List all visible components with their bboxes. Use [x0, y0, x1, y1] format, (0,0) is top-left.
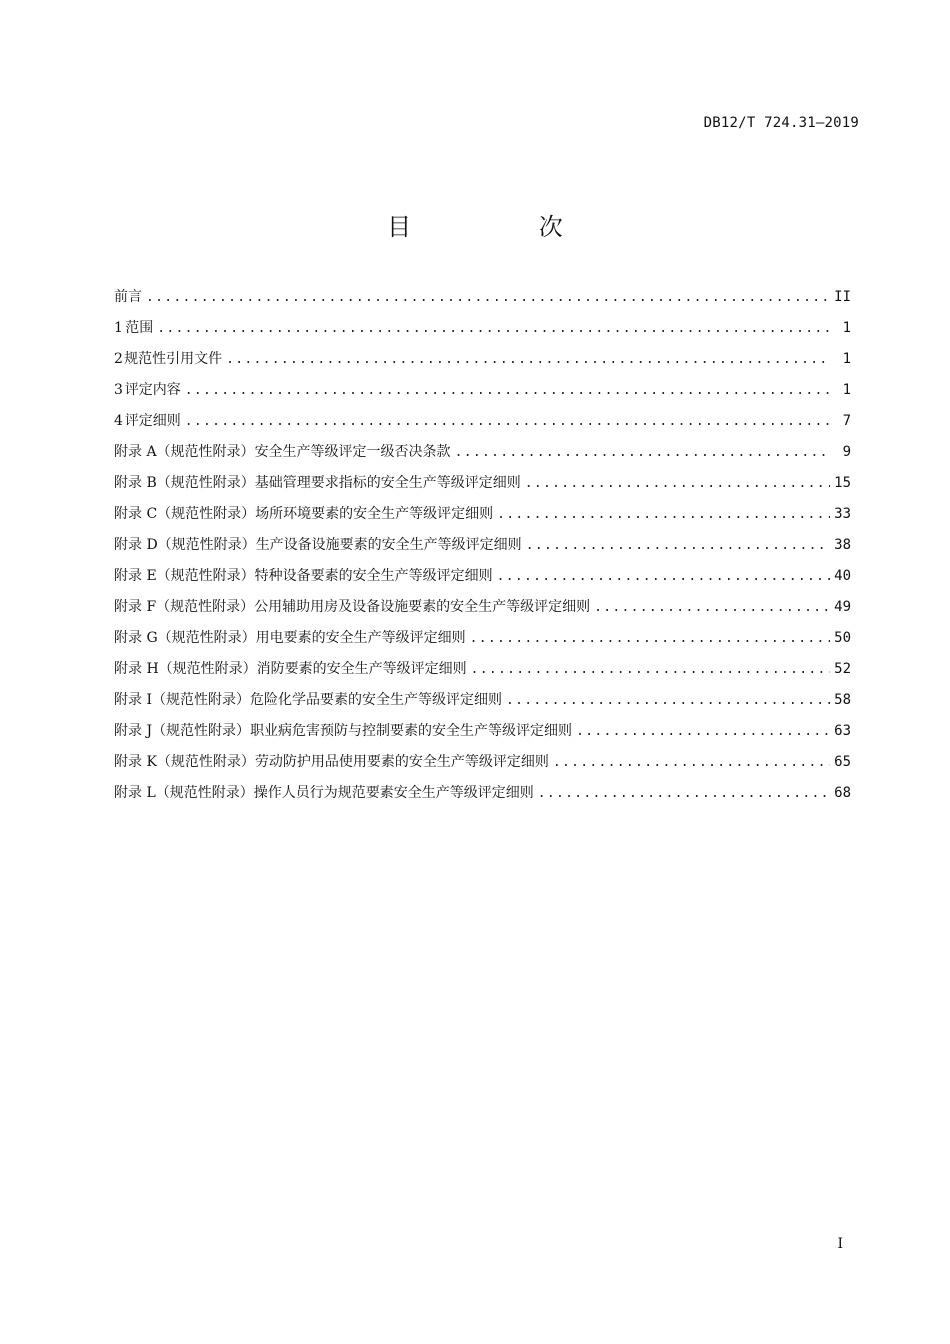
toc-dot-leader [185, 411, 831, 433]
toc-dot-leader [471, 659, 830, 681]
toc-annex-designation: 附录 C（规范性附录） [114, 506, 256, 522]
toc-entry-page: 9 [842, 444, 851, 460]
toc-entry-page: 58 [834, 692, 851, 708]
toc-annex-designation: 附录 I（规范性附录） [114, 692, 250, 708]
toc-entry-label: 范围 [125, 320, 154, 336]
toc-entry[interactable] [114, 379, 851, 410]
toc-entry-page: 1 [842, 320, 851, 336]
toc-entry-number: 4 [114, 413, 123, 429]
toc-annex-entry[interactable] [114, 534, 851, 565]
toc-dot-leader [226, 349, 831, 371]
toc-dot-leader [506, 690, 830, 712]
toc-annex-entry[interactable] [114, 658, 851, 689]
toc-entry-page: 1 [842, 382, 851, 398]
toc-entry-label: 评定细则 [124, 413, 181, 429]
toc-entry-label: 前言 [114, 289, 142, 305]
toc-entry[interactable] [114, 410, 851, 441]
toc-annex-entry[interactable] [114, 689, 851, 720]
toc-entry-label: 危险化学品要素的安全生产等级评定细则 [249, 692, 502, 708]
toc-annex-entry[interactable] [114, 782, 851, 813]
toc-dot-leader [553, 752, 830, 774]
toc-annex-designation: 附录 A（规范性附录） [114, 444, 255, 460]
toc-entry-label: 操作人员行为规范要素安全生产等级评定细则 [253, 785, 534, 801]
toc-entry-label: 职业病危害预防与控制要素的安全生产等级评定细则 [250, 723, 573, 739]
toc-entry-page: 63 [834, 723, 851, 739]
toc-dot-leader [455, 442, 831, 464]
toc-annex-designation: 附录 B（规范性附录） [114, 475, 255, 491]
toc-annex-designation: 附录 F（规范性附录） [114, 599, 255, 615]
toc-annex-designation: 附录 K（规范性附录） [114, 754, 255, 770]
toc-entry[interactable] [114, 286, 851, 317]
toc-dot-leader [470, 628, 831, 650]
toc-annex-designation: 附录 J（规范性附录） [114, 723, 251, 739]
toc-entry-page: 52 [834, 661, 851, 677]
toc-annex-entry[interactable] [114, 472, 851, 503]
toc-dot-leader [157, 318, 831, 340]
toc-annex-entry[interactable] [114, 751, 851, 782]
toc-dot-leader [525, 473, 830, 495]
toc-annex-designation: 附录 H（规范性附录） [114, 661, 257, 677]
toc-dot-leader [538, 783, 830, 805]
toc-annex-entry[interactable] [114, 441, 851, 472]
toc-annex-designation: 附录 E（规范性附录） [114, 568, 255, 584]
page-title: 目 次 [387, 213, 623, 241]
toc-entry-label: 规范性引用文件 [124, 351, 223, 367]
toc-annex-designation: 附录 L（规范性附录） [114, 785, 254, 801]
toc-entry-label: 特种设备要素的安全生产等级评定细则 [254, 568, 493, 584]
toc-annex-designation: 附录 G（规范性附录） [114, 630, 256, 646]
toc-entry-page: 38 [834, 537, 851, 553]
toc-entry-label: 场所环境要素的安全生产等级评定细则 [255, 506, 494, 522]
toc-entry-number: 3 [114, 382, 123, 398]
toc-dot-leader [594, 597, 830, 619]
toc-annex-entry[interactable] [114, 503, 851, 534]
toc-entry-label: 公用辅助用房及设备设施要素的安全生产等级评定细则 [254, 599, 591, 615]
toc-dot-leader [185, 380, 831, 402]
toc-entry-label: 消防要素的安全生产等级评定细则 [256, 661, 467, 677]
toc-entry-page: II [834, 289, 851, 305]
toc-entry-label: 基础管理要求指标的安全生产等级评定细则 [254, 475, 521, 491]
toc-entry-label: 评定内容 [124, 382, 181, 398]
toc-entry-page: 50 [834, 630, 851, 646]
table-of-contents [114, 286, 851, 813]
toc-entry-label: 安全生产等级评定一级否决条款 [254, 444, 451, 460]
toc-entry-label: 劳动防护用品使用要素的安全生产等级评定细则 [254, 754, 549, 770]
toc-annex-entry[interactable] [114, 565, 851, 596]
toc-entry-page: 7 [842, 413, 851, 429]
toc-entry-number: 1 [114, 320, 123, 336]
toc-entry-number: 2 [114, 351, 123, 367]
toc-annex-entry[interactable] [114, 596, 851, 627]
toc-entry-page: 65 [834, 754, 851, 770]
document-code: DB12/T 724.31—2019 [703, 115, 859, 131]
toc-annex-entry[interactable] [114, 720, 851, 751]
toc-annex-entry[interactable] [114, 627, 851, 658]
page-number: I [837, 1236, 843, 1252]
toc-entry[interactable] [114, 317, 851, 348]
toc-annex-designation: 附录 D（规范性附录） [114, 537, 256, 553]
toc-entry-page: 68 [834, 785, 851, 801]
toc-dot-leader [526, 535, 830, 557]
toc-entry-label: 生产设备设施要素的安全生产等级评定细则 [255, 537, 522, 553]
toc-entry[interactable] [114, 348, 851, 379]
toc-dot-leader [497, 504, 830, 526]
toc-entry-page: 40 [834, 568, 851, 584]
toc-entry-page: 49 [834, 599, 851, 615]
toc-entry-page: 1 [842, 351, 851, 367]
toc-dot-leader [146, 287, 830, 309]
toc-entry-page: 33 [834, 506, 851, 522]
toc-entry-page: 15 [834, 475, 851, 491]
toc-entry-label: 用电要素的安全生产等级评定细则 [255, 630, 466, 646]
toc-dot-leader [576, 721, 830, 743]
toc-dot-leader [497, 566, 830, 588]
